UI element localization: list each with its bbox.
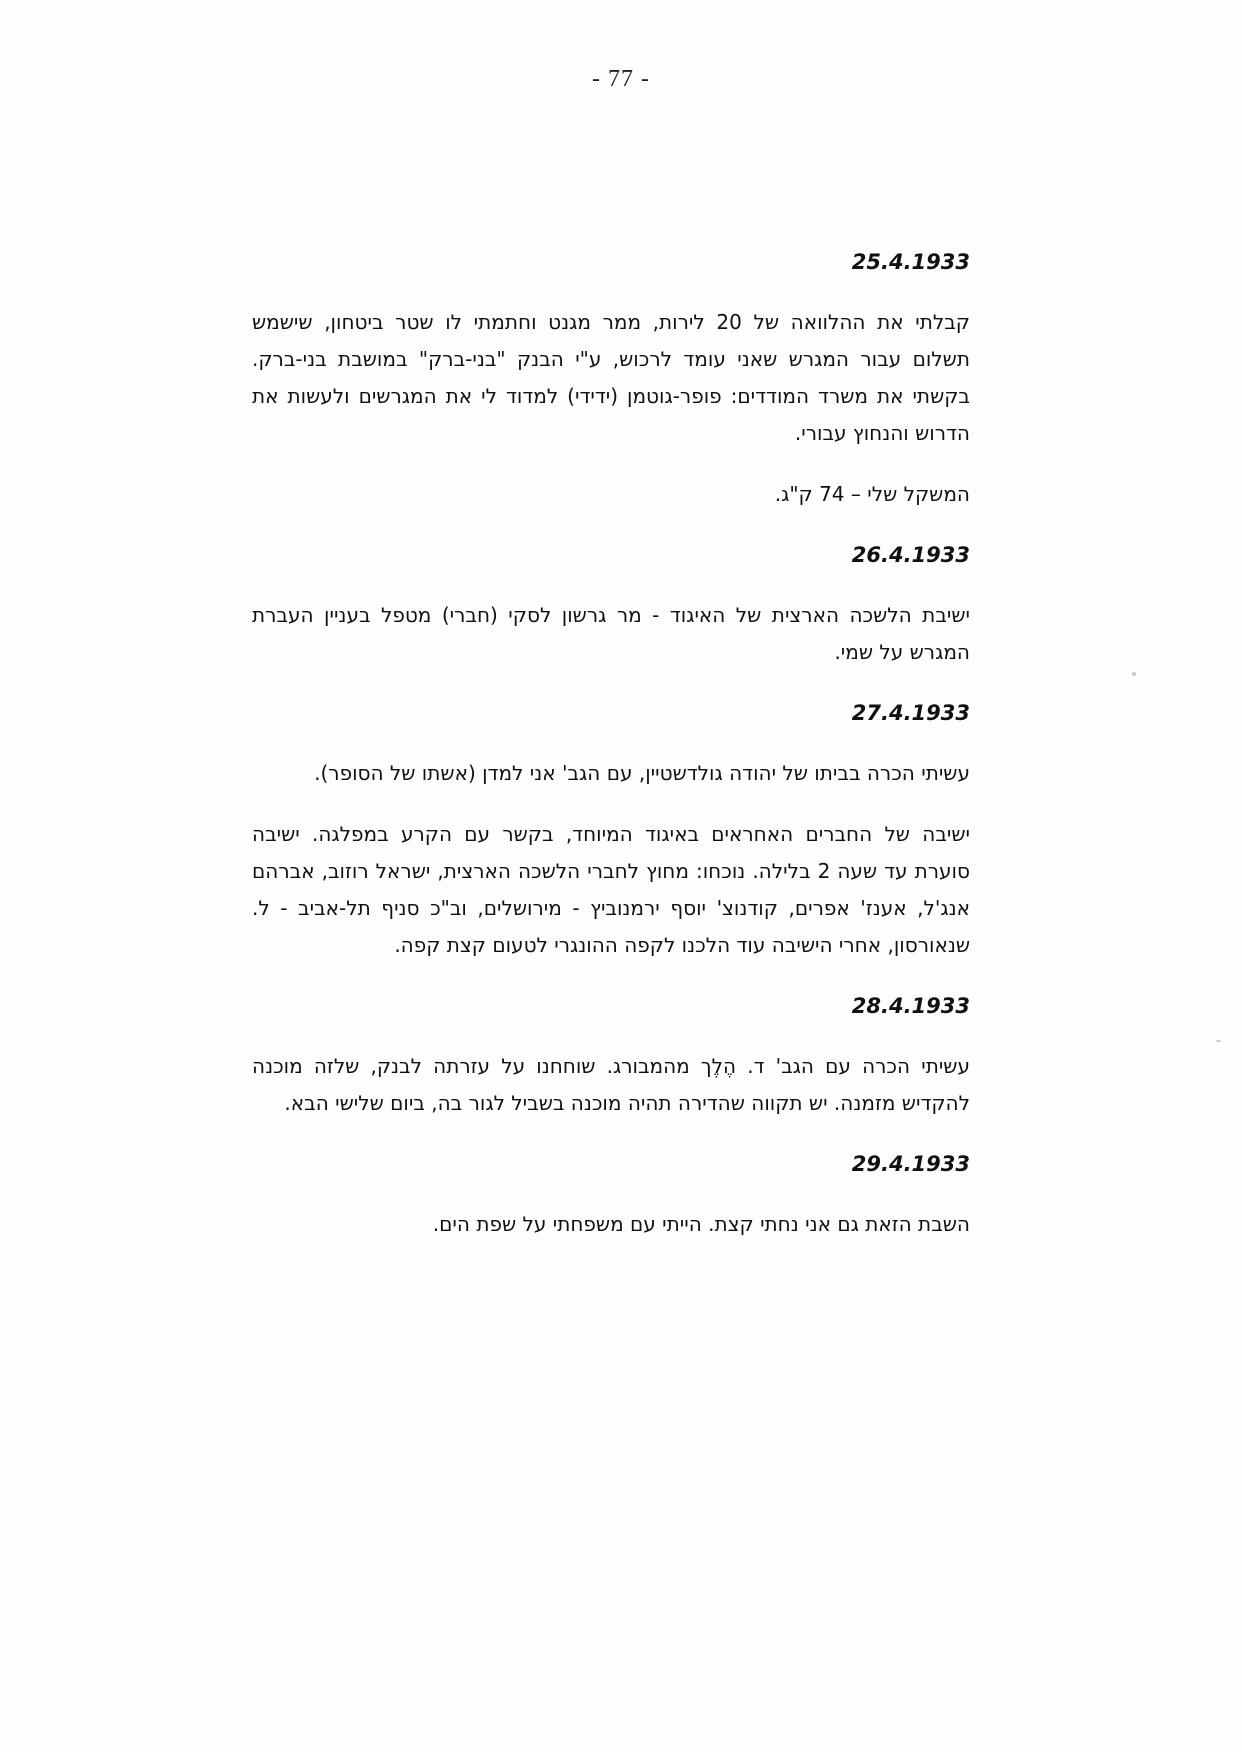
entry-paragraph: ישיבה של החברים האחראים באיגוד המיוחד, בקשר עם הקרע במפלגה. ישיבה סוערת עד שעה 2 בלילה. נוכחו: מחוץ לחברי הלשכה הארצית, ישראל רוזוב, אברהם אנג'ל, אענז' אפרים, קודנוצ' יוסף ירמנוביץ - מירושלים, וב"כ סניף תל-אביב - ל. שנאורסון, אחרי הישיבה עוד הלכנו לקפה ההונגרי לטעום קצת קפה. bbox=[252, 822, 970, 957]
entry-paragraph: עשיתי הכרה עם הגב' ד. הֶלֶך מהמבורג. שוחחנו על עזרתה לבנק, שלזה מוכנה להקדיש מזמנה. יש תקווה שהדירה תהיה מוכנה בשביל לגור בה, ביום שלישי הבא. bbox=[252, 1054, 970, 1115]
entry-date: 28.4.1933 bbox=[851, 994, 970, 1018]
diary-entry bbox=[252, 250, 970, 513]
paper-speck bbox=[1216, 1040, 1221, 1042]
entry-date: 25.4.1933 bbox=[851, 250, 970, 274]
entry-date: 29.4.1933 bbox=[851, 1152, 970, 1176]
diary-entry bbox=[252, 701, 970, 964]
diary-entry bbox=[252, 994, 970, 1122]
page-number: - 77 - bbox=[592, 66, 650, 92]
diary-entry bbox=[252, 1152, 970, 1243]
paper-speck bbox=[1132, 672, 1136, 676]
entry-paragraph: קבלתי את ההלוואה של 20 לירות, ממר מגנט וחתמתי לו שטר ביטחון, שישמש תשלום עבור המגרש שאני עומד לרכוש, ע"י הבנק "בני-ברק" במושבת בני-ברק. בקשתי את משרד המודדים: פופר-גוטמן (ידידי) למדוד לי את המגרשים ולעשות את הדרוש והנחוץ עבורי. bbox=[252, 310, 970, 445]
entry-paragraph: עשיתי הכרה בביתו של יהודה גולדשטיין, עם הגב' אני למדן (אשתו של הסופר). bbox=[314, 761, 970, 785]
entry-paragraph: המשקל שלי – 74 ק"ג. bbox=[774, 482, 970, 506]
entry-date: 27.4.1933 bbox=[851, 701, 970, 725]
diary-content bbox=[252, 250, 970, 1243]
entry-paragraph: ישיבת הלשכה הארצית של האיגוד - מר גרשון לסקי (חברי) מטפל בעניין העברת המגרש על שמי. bbox=[252, 603, 970, 664]
entry-date: 26.4.1933 bbox=[851, 543, 970, 567]
diary-entry bbox=[252, 543, 970, 671]
entry-paragraph: השבת הזאת גם אני נחתי קצת. הייתי עם משפחתי על שפת הים. bbox=[432, 1212, 970, 1236]
